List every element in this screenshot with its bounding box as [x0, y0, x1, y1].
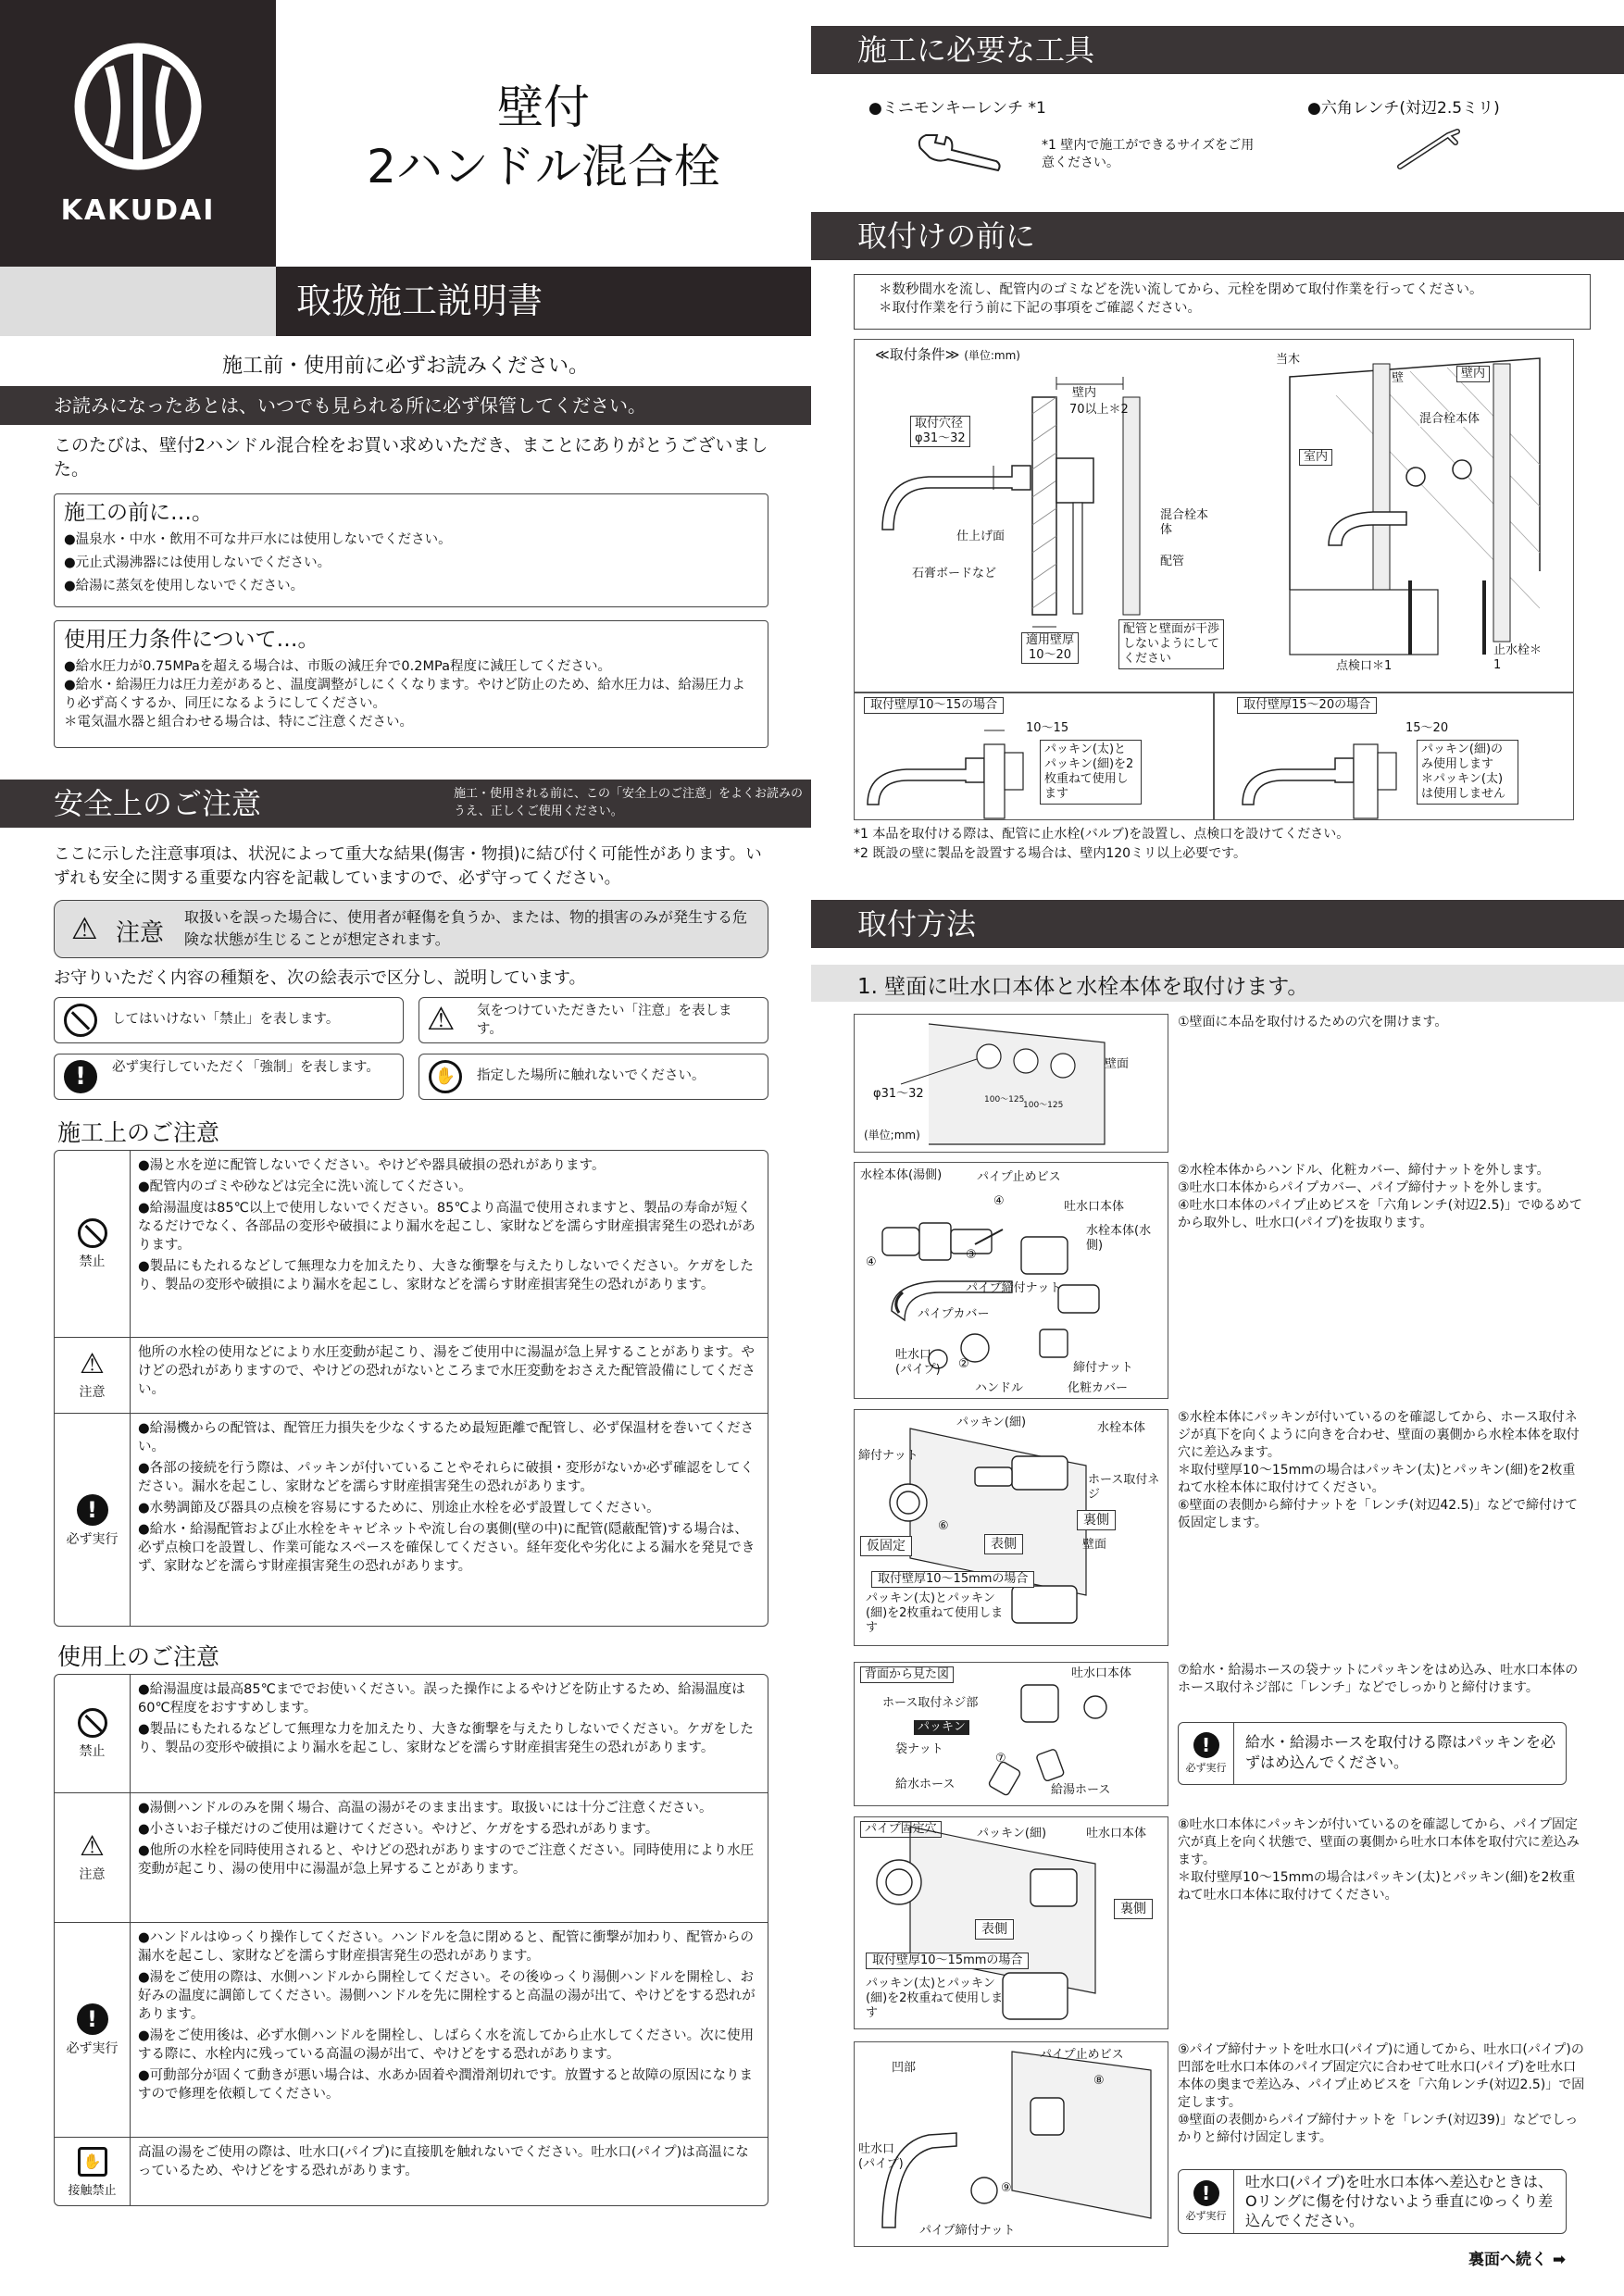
safety-sub: 施工・使用される前に、この「安全上のご注意」をよくお読みのうえ、正しくご使用ください。	[454, 787, 804, 818]
note-item: 他所の水栓の使用などにより水圧変動が起こり、湯をご使用中に湯温が急上昇することがあります。やけどの恐れがありますので、やけどの恐れがないところまで水圧変動をおさえた配管設備にしてください。	[138, 1345, 756, 1397]
usage-table	[54, 1674, 768, 2206]
note-item: ●湯と水を逆に配管しないでください。やけどや器具破損の恐れがあります。	[138, 1158, 606, 1173]
step-marker: ⑥	[938, 1519, 949, 1533]
monkey-wrench-icon	[913, 130, 1006, 176]
must-cell	[1179, 2170, 1234, 2233]
footnote: *1 本品を取付ける際は、配管に止水栓(バルブ)を設置し、点検口を設けてください。	[854, 827, 1350, 842]
case-title: 取付壁厚15～20の場合	[1237, 697, 1377, 714]
inspect-label: 点検口＊1	[1336, 659, 1393, 673]
notch-label: 凹部	[892, 2061, 917, 2075]
case-note: パッキン(太)とパッキン(細)を2枚重ねて使用します	[866, 1591, 1004, 1635]
wall-label: 壁面	[1082, 1538, 1107, 1552]
icon-label: 必ず実行	[66, 1531, 119, 1547]
step-title-bar	[811, 965, 1624, 1002]
manual-label: 取扱施工説明書	[276, 267, 811, 336]
fig1-text: ①壁面に本品を取付けるための穴を開けます。	[1178, 1015, 1448, 1029]
back-tag: 裏側	[1114, 1899, 1153, 1919]
hole-tag: 取付穴径 φ31～32	[910, 416, 970, 447]
fig5-text	[1178, 1816, 1585, 1904]
hole-label: φ31～32	[873, 1087, 924, 1101]
view-label: 背面から見た図	[860, 1666, 954, 1683]
pressure-box	[54, 620, 768, 748]
kakudai-logo-icon	[0, 0, 276, 194]
pipe-nut-label: パイプ締付ナット	[919, 2224, 1016, 2238]
icon-label: 注意	[79, 1384, 106, 1400]
note-item: ●湯をご使用後は、必ず水側ハンドルを開栓し、しばらく水を流してから止水してください。次に使用する際に、水栓内に残っている高温の湯が出て、やけどをする恐れがあります。	[138, 2028, 755, 2062]
spout-label: 吐水口(パイプ)	[895, 1348, 941, 1377]
cover-label: 化粧カバー	[1068, 1381, 1129, 1395]
conditions-figure	[854, 339, 1574, 693]
note-item: ●他所の水栓を同時使用されると、やけどの恐れがありますのでご注意ください。同時使用により水圧変動が起こり、湯の使用中に湯温が急上昇することがあります。	[138, 1843, 755, 1877]
must-cell	[55, 1923, 131, 2137]
case-title: 取付壁厚10～15mmの場合	[866, 1953, 1029, 1969]
usage-heading: 使用上のご注意	[57, 1643, 220, 1670]
caution-triangle-icon: ⚠	[80, 1829, 105, 1863]
step-text: ⑥壁面の表側から締付ナットを「レンチ(対辺42.5)」などで締付けて仮固定します。	[1178, 1498, 1579, 1530]
wall-in-label: 壁内	[1072, 386, 1097, 400]
step-marker: ③	[966, 1248, 977, 1262]
step-marker: ④	[993, 1194, 1005, 1208]
temp-tag: 仮固定	[860, 1536, 912, 1556]
construction-heading: 施工上のご注意	[57, 1119, 220, 1146]
note-item: ●可動部分が固くて動きが悪い場合は、水あか固着や潤滑剤切れです。放置すると故障の原因になりますので修理を依頼してください。	[138, 2068, 753, 2102]
icon-label: 注意	[79, 1866, 106, 1882]
icon-label: 必ず実行	[1185, 1762, 1227, 1774]
note-item: ●湯をご使用の際は、水側ハンドルから開栓してください。その後ゆっくり湯側ハンドルを開栓し、お好みの温度に調節してください。湯側ハンドルを先に開栓すると高温の湯が出て、やけどをする恐れがあります。	[138, 1970, 756, 2022]
case-dim: 15～20	[1405, 721, 1449, 735]
product-title	[276, 0, 811, 267]
brand-name: KAKUDAI	[60, 194, 216, 227]
tool-item-2: ●六角レンチ(対辺2.5ミリ)	[1307, 99, 1500, 118]
caution-triangle-icon: ⚠	[80, 1347, 105, 1380]
before-install-heading: 取付けの前に	[811, 212, 1624, 260]
construction-table	[54, 1150, 768, 1627]
water-hose-label: 給水ホース	[895, 1778, 956, 1791]
case-title: 取付壁厚10～15mmの場合	[871, 1571, 1034, 1588]
row-body	[131, 1151, 768, 1337]
note-item: ●配管内のゴミや砂などは完全に洗い流してください。	[138, 1179, 472, 1194]
step-text: ③吐水口本体からパイプカバー、パイプ締付ナットを外します。	[1178, 1180, 1550, 1195]
keep-notice: お読みになったあとは、いつでも見られる所に必ず保管してください。	[0, 386, 811, 425]
row-body	[131, 1414, 768, 1627]
note-item: ●水勢調節及び器具の点検を容易にするために、別途止水栓を必ず設置してください。	[138, 1501, 660, 1516]
install-heading: 取付方法	[811, 900, 1624, 948]
arrow-right-icon: ➡	[1547, 2251, 1567, 2269]
stop-screw-label: パイプ止めビス	[977, 1170, 1061, 1184]
pipe-nut-label: パイプ締付ナット	[966, 1281, 1062, 1295]
unit-label: (単位;mm)	[864, 1129, 920, 1142]
beam-label: 当木	[1276, 353, 1301, 367]
must-cell	[55, 1414, 131, 1627]
prohibit-icon	[78, 1218, 107, 1248]
finish-label: 仕上げ面	[956, 530, 1006, 543]
fig6-text	[1178, 2041, 1585, 2147]
nut-label: 締付ナット	[1073, 1361, 1133, 1375]
front-tag: 表側	[984, 1534, 1023, 1554]
must-icon: !	[1193, 1732, 1219, 1758]
caution-triangle-icon: ⚠	[427, 1001, 456, 1038]
case-note: パッキン(細)のみ使用します ＊パッキン(太)は使用しません	[1417, 740, 1518, 805]
brand-block	[0, 0, 276, 267]
hot-body-label: 水栓本体(湯側)	[860, 1168, 943, 1182]
fig3-text	[1178, 1409, 1585, 1532]
continue-text: 裏面へ続く	[1468, 2251, 1547, 2269]
step-marker: ②	[958, 1357, 969, 1371]
prohibit-cell	[55, 1151, 131, 1337]
case1-drawing	[855, 693, 1215, 821]
wall-label: 壁	[1392, 371, 1405, 385]
hole-label: パイプ固定穴	[860, 1821, 942, 1838]
pitch-label: 100～125	[1023, 1101, 1064, 1110]
step-text: ＊取付壁厚10～15mmの場合はパッキン(太)とパッキン(細)を2枚重ねて吐水口本体に取付けてください。	[1178, 1870, 1576, 1903]
footnote: *2 既設の壁に製品を設置する場合は、壁内120ミリ以上必要です。	[854, 846, 1246, 861]
step-title: 1. 壁面に吐水口本体と水栓本体を取付けます。	[857, 975, 1309, 999]
fig4	[854, 1662, 1168, 1806]
pressure-heading: 使用圧力条件について…。	[64, 628, 319, 652]
wall-label: 壁面	[1105, 1057, 1130, 1071]
pipe-cover-label: パイプカバー	[918, 1307, 990, 1321]
legend-text: 指定した場所に触れないでください。	[477, 1068, 706, 1083]
cond-title: ≪取付条件≫ (単位:mm)	[875, 346, 1020, 363]
case-title: 取付壁厚10～15の場合	[864, 697, 1004, 714]
mixer-label-right: 混合栓本体	[1419, 412, 1480, 426]
row-body	[131, 1793, 768, 1922]
bag-nut-label: 袋ナット	[895, 1742, 943, 1756]
before-work-item: ●元止式湯沸器には使用しないでください。	[64, 555, 331, 570]
body-label: 水栓本体	[1097, 1421, 1146, 1435]
step-marker: ⑨	[1001, 2181, 1012, 2195]
safety-bar	[0, 780, 811, 828]
title-line2: 2ハンドル混合栓	[367, 140, 720, 193]
before-work-item: ●給湯に蒸気を使用しないでください。	[64, 579, 305, 593]
pressure-item: ●給水圧力が0.75MPaを超える場合は、市販の減圧弁で0.2MPa程度に減圧してください。	[64, 659, 611, 674]
step-text: ⑩壁面の表側からパイプ締付ナットを「レンチ(対辺39)」などでしっかりと締付け固定します。	[1178, 2113, 1579, 2145]
note-item: ●製品にもたれるなどして無理な力を加えたり、大きな衝撃を与えたりしないでください。ケガをしたり、製品の変形や破損により漏水を起こし、家財などを濡らす財産損害発生の恐れがあります。	[138, 1722, 754, 1755]
before-work-box	[54, 493, 768, 607]
note-item: ●給湯機からの配管は、配管圧力損失を少なくするため最短距離で配管し、必ず保温材を巻いてください。	[138, 1421, 755, 1454]
step-text: ②水栓本体からハンドル、化粧カバー、締付ナットを外します。	[1178, 1163, 1550, 1178]
safety-heading: 安全上のご注意	[54, 786, 262, 821]
row-body	[131, 1338, 768, 1413]
pitch-label: 100～125	[984, 1095, 1025, 1104]
packing-label: パッキン(細)	[977, 1827, 1047, 1841]
manual-bar-left	[0, 267, 276, 336]
icon-label: 必ず実行	[66, 2040, 119, 2056]
stop-screw-label: パイプ止めビス	[1040, 2048, 1124, 2062]
case-dim: 10～15	[1026, 721, 1069, 735]
caution-icon: ⚠	[71, 911, 98, 946]
prohibit-cell	[55, 1675, 131, 1792]
note-item: ●給湯温度は85℃以上で使用しないでください。85℃より高温で使用されますと、製品の寿命が短くなるだけでなく、各部品の変形や破損により漏水を起こし、家財などを濡らす財産損害発生の恐れがあります。	[138, 1201, 756, 1253]
legend-must	[54, 1054, 404, 1100]
must-cell	[1179, 1723, 1234, 1784]
row-body	[131, 1923, 768, 2137]
handle-label: ハンドル	[975, 1381, 1024, 1395]
icon-label: 禁止	[79, 1254, 106, 1269]
must-icon: !	[77, 2003, 108, 2035]
must-icon: !	[64, 1060, 97, 1093]
must-icon: !	[1193, 2180, 1219, 2206]
no-touch-cell	[55, 2138, 131, 2206]
wall-in-dim: 70以上＊2	[1069, 403, 1129, 417]
step-marker: ⑦	[995, 1752, 1006, 1766]
title-line1: 壁付	[497, 81, 590, 134]
legend-text: してはいけない「禁止」を表します。	[112, 1012, 340, 1027]
packing-label: パッキン(細)	[956, 1416, 1027, 1429]
fig1	[854, 1014, 1168, 1153]
case-note: パッキン(太)とパッキン(細)を2枚重ねて使用します	[1040, 740, 1142, 805]
nut-label: 締付ナット	[858, 1449, 918, 1463]
tools-heading: 施工に必要な工具	[811, 26, 1624, 74]
board-label: 石膏ボードなど	[912, 567, 997, 580]
must-text: 吐水口(パイプ)を吐水口本体へ差込むときは、Oリングに傷を付けないよう垂直にゆっくり差込んでください。	[1245, 2173, 1554, 2229]
step-marker: ④	[866, 1255, 877, 1269]
no-touch-icon: ✋	[429, 1060, 462, 1093]
spout-body-label: 吐水口本体	[1064, 1200, 1125, 1214]
thanks-text: このたびは、壁付2ハンドル混合栓をお買い求めいただき、まことにありがとうございました。	[54, 435, 768, 480]
caution-box	[54, 900, 768, 958]
wall-thick-tag: 適用壁厚 10～20	[1021, 632, 1079, 664]
hose-label: ホース取付ネジ	[1088, 1473, 1160, 1502]
hose-screw-label: ホース取付ネジ部	[882, 1696, 979, 1710]
prohibit-icon	[78, 1708, 107, 1738]
hot-hose-label: 給湯ホース	[1051, 1783, 1111, 1797]
legend-text: 必ず実行していただく「強制」を表します。	[112, 1060, 380, 1075]
spout-body-label: 吐水口本体	[1071, 1666, 1132, 1680]
must-text: 給水・給湯ホースを取付ける際はパッキンを必ずはめ込んでください。	[1245, 1733, 1556, 1771]
icon-label: 必ず実行	[1185, 2210, 1227, 2222]
step-text: ④吐水口本体のパイプ止めビスを「六角レンチ(対辺2.5)」でゆるめてから取外し、吐水口(パイプ)を抜取ります。	[1178, 1198, 1582, 1230]
no-touch-icon: ✋	[78, 2147, 107, 2177]
cold-body-label: 水栓本体(水側)	[1086, 1224, 1152, 1253]
spout-label: 吐水口(パイプ)	[858, 2142, 904, 2171]
icon-label: 接触禁止	[68, 2184, 117, 2198]
fig4-must-box	[1178, 1722, 1567, 1785]
packing-label: パッキン	[914, 1720, 969, 1735]
pressure-item: ＊電気温水器と組合わせる場合は、特にご注意ください。	[64, 715, 413, 730]
step-text: ⑤水栓本体にパッキンが付いているのを確認してから、ホース取付ネジが真下を向くように向きを合わせ、壁面の裏側から水栓本体を取付穴に差込みます。	[1178, 1410, 1580, 1460]
pressure-item: ●給水・給湯圧力は圧力差があると、温度調整がしにくくなります。やけど防止のため、給水圧力は、給湯圧力より必ず高くするか、同圧になるようにしてください。	[64, 678, 745, 711]
note-item: ●給水・給湯配管および止水栓をキャビネットや流し台の裏側(壁の中)に配管(隠蔽配管)する場合は、必ず点検口を設置し、作業可能なスペースを確保してください。経年変化や劣化による漏水を発見できず、家財などを濡らす財産損害発生の恐れがあります。	[138, 1522, 756, 1574]
continue-label[interactable]	[1468, 2246, 1566, 2269]
before-work-heading: 施工の前に…。	[64, 501, 213, 525]
note-item: ●湯側ハンドルのみを開く場合、高温の湯がそのまま出ます。取扱いには十分ご注意ください。	[138, 1801, 713, 1816]
fig4-text: ⑦給水・給湯ホースの袋ナットにパッキンをはめ込み、吐水口本体のホース取付ネジ部に「レンチ」などでしっかりと締付けます。	[1178, 1663, 1579, 1695]
stop-label: 止水栓＊1	[1493, 643, 1549, 673]
fig6	[854, 2041, 1168, 2247]
step-text: ⑧吐水口本体にパッキンが付いているのを確認してから、パイプ固定穴が真上を向く状態で、壁面の裏側から吐水口本体を取付穴に差込みます。	[1178, 1817, 1580, 1867]
read-first: 施工前・使用前に必ずお読みください。	[221, 355, 589, 378]
caution-label: 注意	[116, 919, 165, 947]
legend-text: 気をつけていただきたい「注意」を表します。	[477, 1004, 732, 1037]
note-item: ●給湯温度は最高85℃まででお使いください。誤った操作によるやけどを防止するため、給湯温度は60℃程度をおすすめします。	[138, 1682, 745, 1716]
step-marker: ⑧	[1093, 2074, 1105, 2088]
note-item: ●小さいお子様だけのご使用は避けてください。やけど、ケガをする恐れがあります。	[138, 1822, 659, 1837]
room-tag: 室内	[1299, 449, 1332, 466]
before-work-item: ●温泉水・中水・飲用不可な井戸水には使用しないでください。	[64, 532, 452, 547]
note-line: ＊取付作業を行う前に下記の事項をご確認ください。	[879, 301, 1201, 316]
caution-cell	[55, 1338, 131, 1413]
note-item: ●製品にもたれるなどして無理な力を加えたり、大きな衝撃を与えたりしないでください。ケガをしたり、製品の変形や破損により漏水を起こし、家財などを濡らす財産損害発生の恐れがあります。	[138, 1259, 754, 1292]
back-tag: 裏側	[1077, 1510, 1116, 1530]
note-item: ●各部の接続を行う際は、パッキンが付いていることやそれらに破損・変形がないか必ず確認をしてください。漏水を起こし、家財などを濡らす財産損害発生の恐れがあります。	[138, 1461, 755, 1494]
fig6-must-box	[1178, 2169, 1567, 2234]
spout-body-label: 吐水口本体	[1086, 1827, 1147, 1841]
legend-intro: お守りいただく内容の種類を、次の絵表示で区分し、説明しています。	[54, 968, 586, 988]
before-install-notes	[854, 274, 1591, 330]
case1-figure	[854, 693, 1214, 820]
case2-figure	[1214, 693, 1574, 820]
tool-note: *1 壁内で施工ができるサイズをご用意ください。	[1042, 138, 1255, 170]
mixer-label: 混合栓本体	[1160, 508, 1209, 537]
icon-label: 禁止	[79, 1743, 106, 1759]
note-item: ●ハンドルはゆっくり操作してください。ハンドルを急に閉めると、配管に衝撃が加わり、配管からの漏水を起こし、家財などを濡らす財産損害発生の恐れがあります。	[138, 1930, 755, 1964]
step-text: ⑨パイプ締付ナットを吐水口(パイプ)に通してから、吐水口(パイプ)の凹部を吐水口本体のパイプ固定穴に合わせて吐水口(パイプ)を吐水口本体の奥まで差込み、パイプ止めビスを「六角レンチ(対辺2.5)」で固定します。	[1178, 2042, 1585, 2110]
case2-drawing	[1215, 693, 1575, 821]
wall-in-tag: 壁内	[1456, 366, 1490, 382]
hex-key-icon	[1396, 126, 1463, 172]
no-contact-tag: 配管と壁面が干渉しないようにしてください	[1118, 619, 1224, 669]
safety-intro: ここに示した注意事項は、状況によって重大な結果(傷害・物損)に結び付く可能性があります。いずれも安全に関する重要な内容を記載していますので、必ず守ってください。	[54, 845, 762, 888]
must-icon: !	[77, 1494, 108, 1526]
note-line: ＊数秒間水を流し、配管内のゴミなどを洗い流してから、元栓を閉めて取付作業を行ってください。	[879, 282, 1483, 297]
tool-item-1: ●ミニモンキーレンチ *1	[868, 99, 1046, 118]
fig5	[854, 1816, 1168, 2029]
front-tag: 表側	[975, 1919, 1014, 1940]
caution-text: 取扱いを誤った場合に、使用者が軽傷を負うか、または、物的損害のみが発生する危険な状態が生じることが想定されます。	[184, 908, 748, 948]
row-body	[131, 2138, 768, 2206]
fig3	[854, 1409, 1168, 1646]
caution-cell	[55, 1793, 131, 1922]
legend-caution	[418, 997, 768, 1043]
case-note: パッキン(太)とパッキン(細)を2枚重ねて使用します	[866, 1977, 1004, 2020]
fig2-text	[1178, 1162, 1585, 1232]
row-body	[131, 1675, 768, 1792]
legend-prohibit	[54, 997, 404, 1043]
legend-no-touch	[418, 1054, 768, 1100]
fig2	[854, 1162, 1168, 1399]
note-item: 高温の湯をご使用の際は、吐水口(パイプ)に直接肌を触れないでください。吐水口(パイプ)は高温になっているため、やけどをする恐れがあります。	[138, 2145, 749, 2178]
pipe-label: 配管	[1160, 555, 1185, 568]
step-text: ＊取付壁厚10～15mmの場合はパッキン(太)とパッキン(細)を2枚重ねて水栓本体に取付けてください。	[1178, 1463, 1576, 1495]
